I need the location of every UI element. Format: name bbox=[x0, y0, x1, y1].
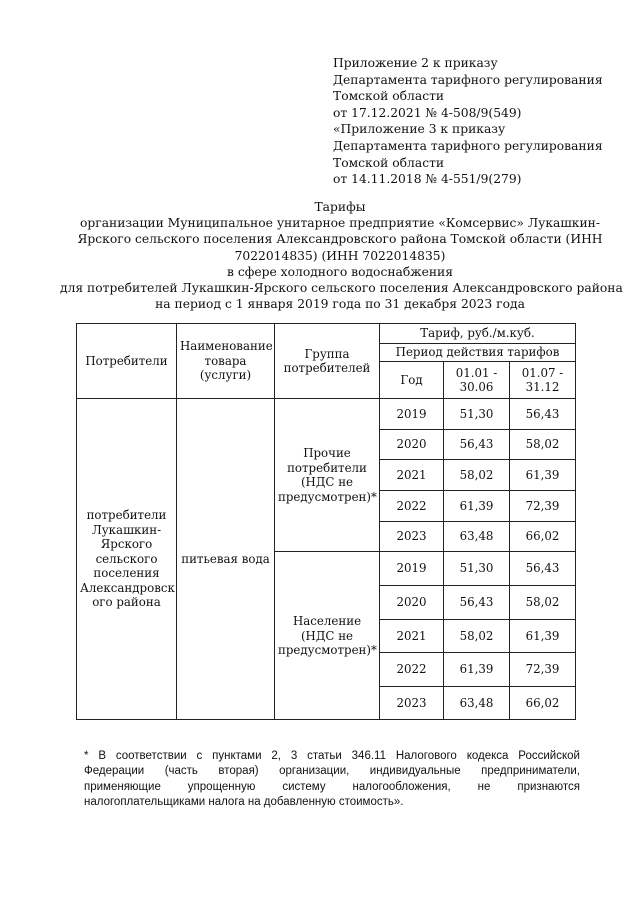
tariff-cell: 72,39 bbox=[510, 491, 576, 522]
footnote bbox=[84, 749, 580, 810]
year-cell: 2020 bbox=[380, 429, 444, 460]
year-cell: 2022 bbox=[380, 491, 444, 522]
tariff-cell: 56,43 bbox=[444, 586, 510, 620]
footnote-line: * В соответствии с пунктами 2, 3 статьи 346.11 Налогового кодекса Российской bbox=[84, 750, 580, 762]
tariff-cell: 51,30 bbox=[444, 552, 510, 586]
consumer-cell: потребители Лукашкин-Ярского сельского поселения Александровск ого района bbox=[77, 399, 177, 720]
appendix-line: Департамента тарифного регулирования bbox=[333, 72, 603, 87]
header-group: Группа потребителей bbox=[275, 324, 380, 399]
year-cell: 2021 bbox=[380, 460, 444, 491]
year-cell: 2022 bbox=[380, 653, 444, 687]
tariff-cell: 56,43 bbox=[510, 399, 576, 430]
title-line: организации Муниципальное унитарное предприятие «Комсервис» Лукашкин- bbox=[79, 216, 601, 231]
document-title bbox=[60, 199, 623, 312]
footnote-line: налогоплательщиками налога на добавленную стоимость». bbox=[84, 795, 404, 808]
table-header-row bbox=[77, 324, 576, 344]
title-heading: Тарифы bbox=[314, 200, 366, 214]
year-cell: 2019 bbox=[380, 399, 444, 430]
appendix-line: «Приложение 3 к приказу bbox=[333, 122, 506, 137]
group-cell: Население (НДС не предусмотрен)* bbox=[275, 552, 380, 720]
header-period: Период действия тарифов bbox=[380, 344, 576, 362]
year-cell: 2020 bbox=[380, 586, 444, 620]
footnote-line: применяющие упрощенную систему налогообложения, не признаются bbox=[84, 780, 580, 793]
tariff-cell: 58,02 bbox=[510, 586, 576, 620]
appendix-line: Томской области bbox=[333, 155, 445, 170]
tariff-cell: 61,39 bbox=[510, 619, 576, 653]
tariff-cell: 63,48 bbox=[444, 521, 510, 552]
appendix-line: от 14.11.2018 № 4-551/9(279) bbox=[333, 172, 522, 187]
tariff-cell: 66,02 bbox=[510, 521, 576, 552]
title-line: 7022014835) (ИНН 7022014835) bbox=[234, 248, 446, 263]
appendix-line: Департамента тарифного регулирования bbox=[333, 138, 603, 153]
year-cell: 2021 bbox=[380, 619, 444, 653]
header-tariff: Тариф, руб./м.куб. bbox=[380, 324, 576, 344]
tariff-cell: 58,02 bbox=[510, 429, 576, 460]
header-half1: 01.01 - 30.06 bbox=[444, 362, 510, 399]
title-line: в сфере холодного водоснабжения bbox=[226, 264, 453, 279]
tariff-cell: 51,30 bbox=[444, 399, 510, 430]
tariff-cell: 61,39 bbox=[444, 491, 510, 522]
tariff-cell: 58,02 bbox=[444, 460, 510, 491]
header-product: Наименование товара (услуги) bbox=[177, 324, 275, 399]
appendix-line: Приложение 2 к приказу bbox=[333, 56, 498, 70]
tariff-cell: 63,48 bbox=[444, 686, 510, 720]
year-cell: 2019 bbox=[380, 552, 444, 586]
tariff-table bbox=[76, 323, 576, 720]
year-cell: 2023 bbox=[380, 686, 444, 720]
year-cell: 2023 bbox=[380, 521, 444, 552]
tariff-cell: 66,02 bbox=[510, 686, 576, 720]
tariff-cell: 61,39 bbox=[444, 653, 510, 687]
appendix-line: от 17.12.2021 № 4-508/9(549) bbox=[333, 105, 522, 120]
product-cell: питьевая вода bbox=[177, 399, 275, 720]
footnote-line: Федерации (часть вторая) организации, индивидуальные предприниматели, bbox=[84, 765, 580, 778]
appendix-block bbox=[333, 55, 603, 188]
header-half2: 01.07 - 31.12 bbox=[510, 362, 576, 399]
tariff-cell: 72,39 bbox=[510, 653, 576, 687]
title-line: на период с 1 января 2019 года по 31 декабря 2023 года bbox=[155, 297, 525, 312]
tariff-cell: 56,43 bbox=[510, 552, 576, 586]
appendix-line: Томской области bbox=[333, 89, 445, 104]
tariff-cell: 58,02 bbox=[444, 619, 510, 653]
title-line: Ярского сельского поселения Александровского района Томской области (ИНН bbox=[77, 232, 603, 247]
tariff-cell: 56,43 bbox=[444, 429, 510, 460]
header-consumers: Потребители bbox=[77, 324, 177, 399]
header-year: Год bbox=[380, 362, 444, 399]
title-line: для потребителей Лукашкин-Ярского сельского поселения Александровского района bbox=[60, 281, 623, 296]
table-row bbox=[77, 399, 576, 430]
tariff-cell: 61,39 bbox=[510, 460, 576, 491]
group-cell: Прочие потребители (НДС не предусмотрен)* bbox=[275, 399, 380, 552]
